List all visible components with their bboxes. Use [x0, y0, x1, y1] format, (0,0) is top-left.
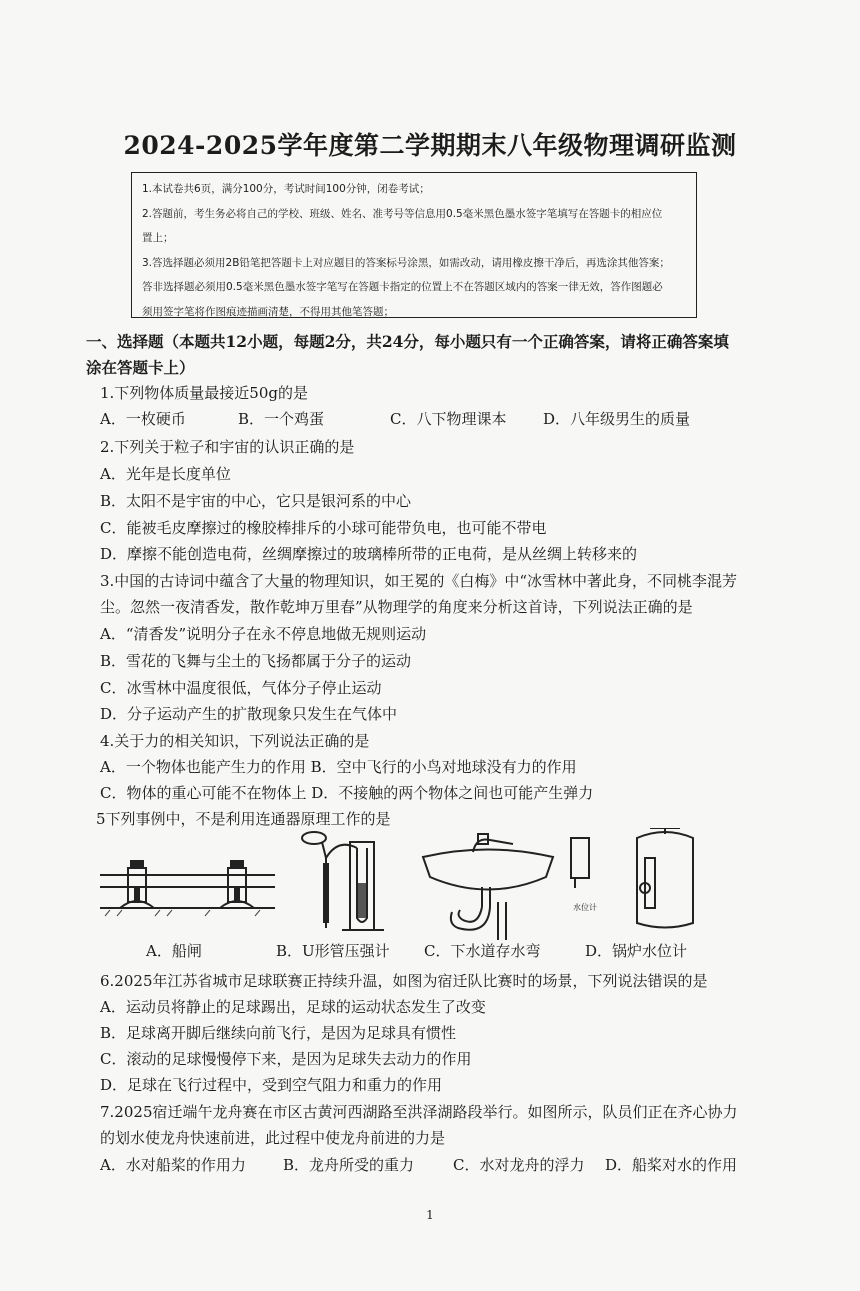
q7-stem: 7.2025宿迁端午龙舟赛在市区古黄河西湖路至洪泽湖路段举行。如图所示，队员们正在齐心协力: [100, 1103, 738, 1121]
q3-option-d: D．分子运动产生的扩散现象只发生在气体中: [100, 705, 398, 723]
notice-line: 2.答题前，考生务必将自己的学校、班级、姓名、准考号等信息用0.5毫米黑色墨水签字笔填写在答题卡的相应位: [142, 207, 663, 220]
q5-option-c: C．下水道存水弯: [424, 942, 541, 960]
q5-option-d: D．锅炉水位计: [585, 942, 688, 960]
q2-stem: 2.下列关于粒子和宇宙的认识正确的是: [100, 438, 355, 456]
q3-option-b: B．雪花的飞舞与尘土的飞扬都属于分子的运动: [100, 652, 412, 670]
u-tube-manometer-figure: [292, 828, 392, 943]
notice-box: [131, 172, 697, 318]
gauge-label: 水位计: [573, 903, 597, 912]
q5-stem: 5下列事例中，不是利用连通器原理工作的是: [96, 810, 391, 828]
page-number: 1: [426, 1208, 434, 1222]
q1-option-d: D．八年级男生的质量: [543, 410, 691, 428]
exam-title: 2024-2025学年度第二学期期末八年级物理调研监测: [123, 131, 737, 160]
q7-option-d: D．船桨对水的作用: [605, 1156, 738, 1174]
q2-option-d: D．摩擦不能创造电荷，丝绸摩擦过的玻璃棒所带的正电荷，是从丝绸上转移来的: [100, 545, 638, 563]
q6-option-a: A．运动员将静止的足球踢出，足球的运动状态发生了改变: [100, 998, 486, 1016]
q3-option-a: A．“清香发”说明分子在永不停息地做无规则运动: [100, 625, 427, 643]
q3-stem-cont: 尘。忽然一夜清香发，散作乾坤万里春”从物理学的角度来分析这首诗，下列说法正确的是: [100, 598, 693, 616]
notice-line: 1.本试卷共6页，满分100分，考试时间100分钟，闭卷考试；: [142, 183, 430, 195]
q6-stem: 6.2025年江苏省城市足球联赛正持续升温，如图为宿迁队比赛时的场景，下列说法错误的是: [100, 972, 708, 990]
q1-option-c: C．八下物理课本: [390, 410, 507, 428]
sink-trap-figure: [418, 832, 558, 942]
q7-option-b: B．龙舟所受的重力: [283, 1156, 415, 1174]
q7-stem-cont: 的划水使龙舟快速前进，此过程中使龙舟前进的力是: [100, 1129, 446, 1147]
section-heading: 一、选择题（本题共12小题，每题2分，共24分，每小题只有一个正确答案，请将正确答案填: [86, 332, 729, 351]
q3-stem: 3.中国的古诗词中蕴含了大量的物理知识，如王冕的《白梅》中“冰雪林中著此身，不同桃李混芳: [100, 572, 737, 590]
q4-options-ab: A．一个物体也能产生力的作用 B．空中飞行的小鸟对地球没有力的作用: [100, 758, 577, 776]
boiler-gauge-figure: [565, 828, 705, 943]
q2-option-b: B．太阳不是宇宙的中心，它只是银河系的中心: [100, 492, 412, 510]
notice-line: 置上；: [142, 232, 174, 245]
q5-option-b: B．U形管压强计: [276, 942, 390, 960]
q2-option-a: A．光年是长度单位: [100, 465, 231, 483]
notice-line: 须用签字笔将作图痕迹描画清楚，不得用其他笔答题；: [142, 305, 394, 318]
q4-options-cd: C．物体的重心可能不在物体上 D．不接触的两个物体之间也可能产生弹力: [100, 784, 594, 802]
q2-option-c: C．能被毛皮摩擦过的橡胶棒排斥的小球可能带负电，也可能不带电: [100, 519, 547, 537]
ship-lock-figure: [100, 850, 280, 920]
q4-stem: 4.关于力的相关知识，下列说法正确的是: [100, 732, 370, 750]
q1-stem: 1.下列物体质量最接近50g的是: [100, 384, 309, 402]
notice-line: 答非选择题必须用0.5毫米黑色墨水签字笔写在答题卡指定的位置上不在答题区域内的答案一律无效，答作图题必: [142, 281, 663, 294]
q6-option-b: B．足球离开脚后继续向前飞行，是因为足球具有惯性: [100, 1024, 457, 1042]
q6-option-c: C．滚动的足球慢慢停下来，是因为足球失去动力的作用: [100, 1050, 472, 1068]
q5-option-a: A．船闸: [146, 942, 202, 960]
q1-option-b: B．一个鸡蛋: [238, 410, 325, 428]
q3-option-c: C．冰雪林中温度很低，气体分子停止运动: [100, 679, 382, 697]
q6-option-d: D．足球在飞行过程中，受到空气阻力和重力的作用: [100, 1076, 443, 1094]
section-heading-cont: 涂在答题卡上）: [86, 358, 195, 377]
q7-option-c: C．水对龙舟的浮力: [453, 1156, 585, 1174]
q1-option-a: A．一枚硬币: [100, 410, 186, 428]
notice-line: 3.答选择题必须用2B铅笔把答题卡上对应题目的答案标号涂黑，如需改动，请用橡皮擦干净后，再选涂其他答案；: [142, 256, 670, 269]
q7-option-a: A．水对船桨的作用力: [100, 1156, 246, 1174]
